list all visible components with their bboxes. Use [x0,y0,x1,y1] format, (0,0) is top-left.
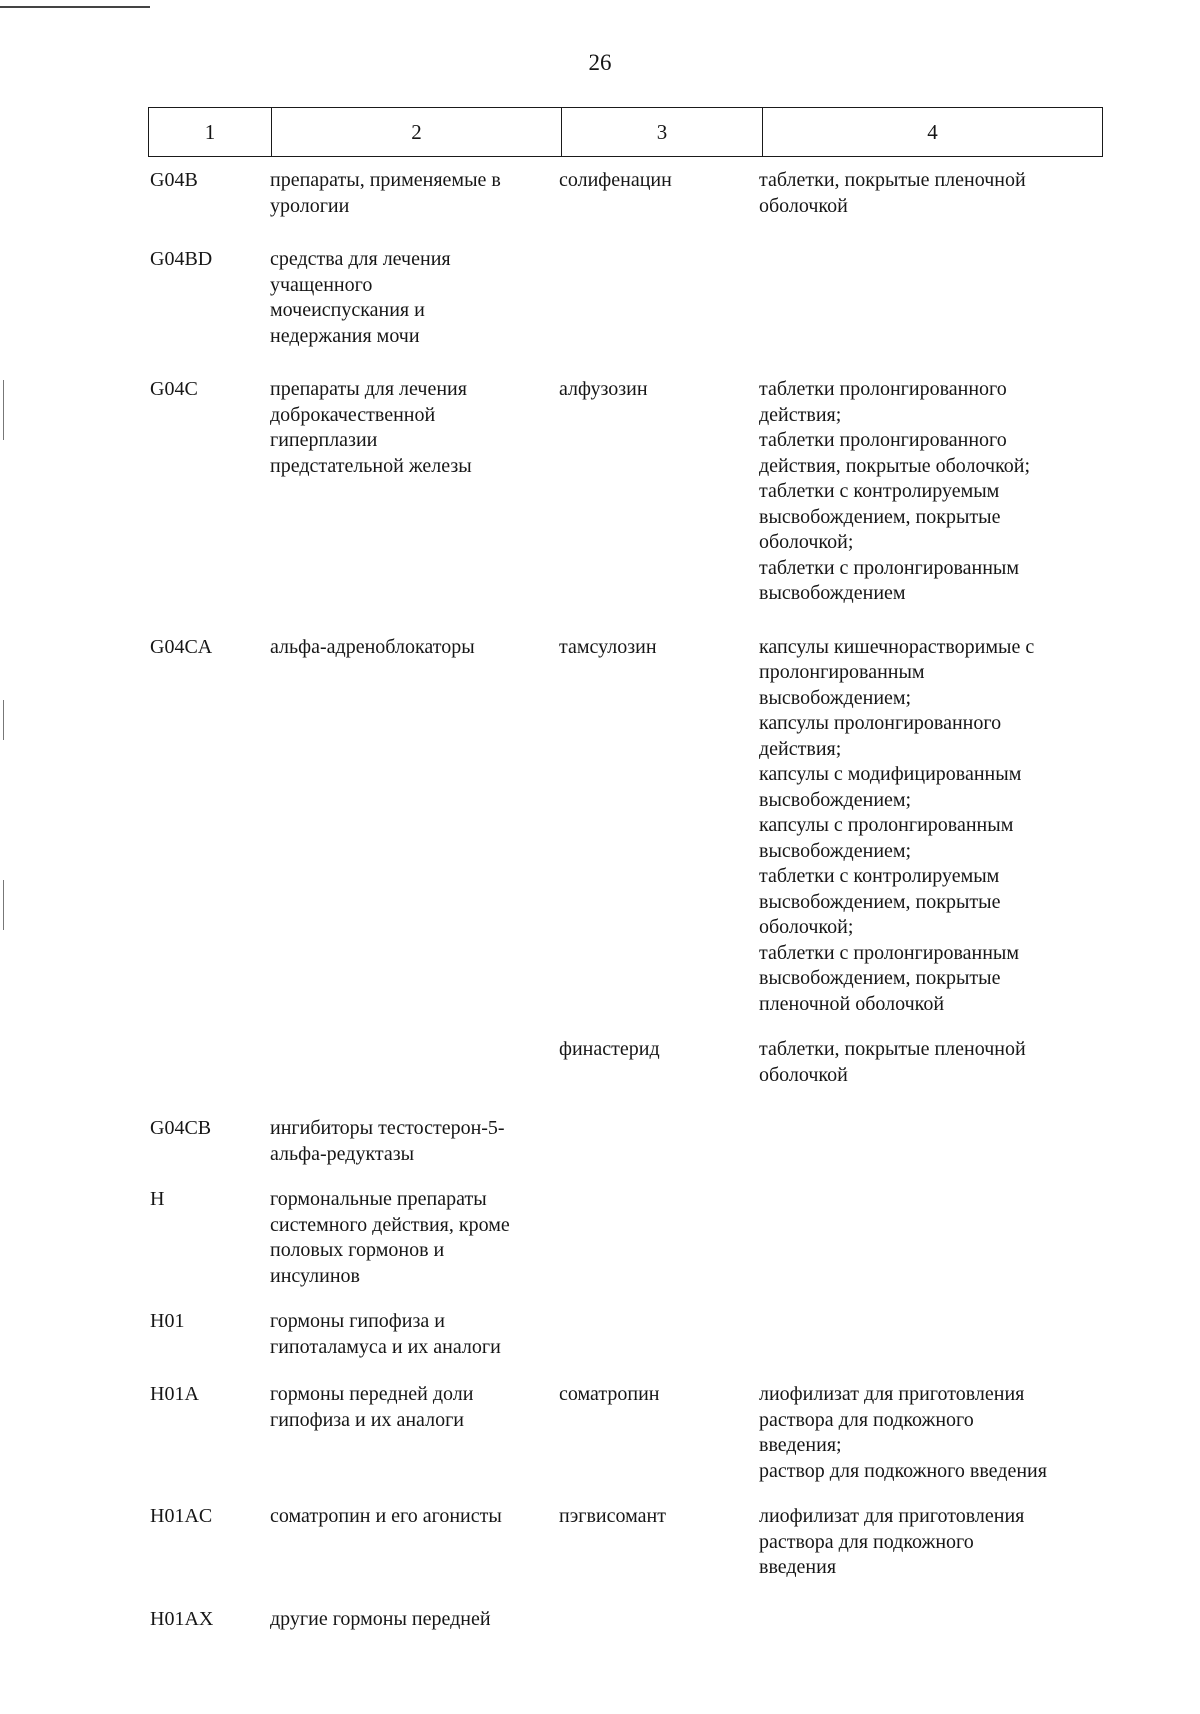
group-name-line: мочеиспускания и [270,299,425,321]
drug-name [559,1187,759,1289]
dosage-forms-line: таблетки, покрытые пленочной [759,1038,1026,1060]
dosage-forms-line: лиофилизат для приготовления [759,1505,1025,1527]
atc-code: G04BD [150,248,213,270]
drug-name: финастерид [559,1038,660,1060]
group-name-line: другие гормоны передней [270,1607,491,1630]
drug-name [559,1116,759,1167]
dosage-forms-line: высвобождением, покрытые [759,505,1001,528]
table-body [148,168,1098,1632]
group-name-line: препараты для лечения [270,378,467,400]
dosage-forms-line: капсулы кишечнорастворимые с [759,635,1035,658]
drug-name: солифенацин [559,169,672,191]
group-name-line: урологии [270,194,350,217]
group-name [270,168,559,219]
group-name [270,1382,559,1484]
dosage-forms-line: раствора для подкожного [759,1408,974,1431]
dosage-forms-line: оболочкой [759,1063,848,1086]
group-name [270,247,559,349]
dosage-forms-line: таблетки с контролируемым [759,865,1000,887]
dosage-forms [759,1382,1098,1484]
dosage-forms-line: высвобождением, покрытые [759,967,1001,989]
column-header-3: 3 [562,108,763,157]
atc-code: H [150,1188,165,1210]
dosage-forms [759,1309,1098,1360]
column-header-table [148,107,1103,157]
table-row [148,1504,1098,1581]
scan-edge-mark [3,700,4,740]
atc-code: G04C [150,378,198,400]
drug-name: алфузозин [559,378,648,400]
dosage-forms-line: капсулы с модифицированным [759,763,1022,785]
atc-code: G04CA [150,635,213,658]
dosage-forms [759,1116,1098,1167]
table-row [148,377,1098,607]
group-name [270,1607,559,1633]
drug-name [559,1309,759,1360]
dosage-forms-line: капсулы пролонгированного [759,712,1002,734]
group-name-line: альфа-редуктазы [270,1142,415,1165]
atc-code: H01AC [150,1505,213,1527]
group-name-line: соматропин и его агонисты [270,1505,502,1527]
dosage-forms-line: пролонгированным [759,661,925,683]
drug-name [559,247,759,349]
group-name-line: учащенного [270,273,373,296]
dosage-forms-line: действия; [759,737,842,760]
group-name-line: доброкачественной [270,403,436,426]
dosage-forms-line: лиофилизат для приготовления [759,1383,1025,1405]
dosage-forms-line: введения; [759,1434,842,1456]
dosage-forms [759,1607,1098,1633]
dosage-forms-line: таблетки с пролонгированным [759,941,1020,964]
scan-edge-mark [3,880,4,930]
group-name [270,1037,559,1088]
table-row [148,1382,1098,1484]
table-row [148,1309,1098,1360]
atc-code: G04CB [150,1117,212,1139]
group-name-line: средства для лечения [270,248,451,270]
group-name [270,1116,559,1167]
table-row [148,1116,1098,1167]
dosage-forms [759,635,1098,1018]
drug-name: тамсулозин [559,635,657,658]
dosage-forms-line: действия, покрытые оболочкой; [759,454,1031,477]
dosage-forms-line: введения [759,1556,837,1578]
group-name-line: гормоны гипофиза и [270,1310,445,1332]
dosage-forms-line: пленочной оболочкой [759,992,945,1015]
dosage-forms-line: высвобождением; [759,839,912,862]
dosage-forms-line: раствора для подкожного [759,1530,974,1553]
dosage-forms-line: оболочкой; [759,531,854,553]
drug-name: соматропин [559,1383,660,1405]
dosage-forms [759,1187,1098,1289]
dosage-forms [759,247,1098,349]
drug-name: пэгвисомант [559,1505,666,1527]
column-header-4: 4 [763,108,1103,157]
drug-name [559,1607,759,1633]
group-name-line: ингибиторы тестостерон-5- [270,1117,505,1139]
group-name [270,635,559,1018]
atc-code: H01A [150,1383,199,1405]
group-name-line: гормоны передней доли [270,1383,474,1405]
group-name-line: инсулинов [270,1264,360,1287]
dosage-forms-line: оболочкой [759,194,848,217]
dosage-forms [759,168,1098,219]
group-name [270,1309,559,1360]
group-name-line: гиперплазии [270,429,378,451]
table-row [148,168,1098,219]
group-name [270,1504,559,1581]
dosage-forms-line: высвобождением [759,582,906,604]
column-header-1: 1 [149,108,272,157]
group-name-line: предстательной железы [270,454,472,477]
dosage-forms-line: таблетки пролонгированного [759,429,1007,451]
group-name-line: гормональные препараты [270,1188,487,1210]
group-name-line: половых гормонов и [270,1239,445,1261]
group-name-line: системного действия, кроме [270,1213,510,1236]
dosage-forms [759,1037,1098,1088]
scan-edge-line [0,6,150,8]
group-name-line: альфа-адреноблокаторы [270,635,475,658]
group-name-line: недержания мочи [270,324,420,347]
dosage-forms-line: капсулы с пролонгированным [759,814,1014,836]
atc-code [148,1037,270,1088]
dosage-forms-line: высвобождением; [759,788,912,811]
dosage-forms-line: таблетки, покрытые пленочной [759,169,1026,191]
dosage-forms [759,377,1098,607]
atc-code: G04B [150,169,198,191]
dosage-forms-line: оболочкой; [759,916,854,938]
dosage-forms-line: действия; [759,403,842,426]
dosage-forms-line: высвобождением, покрытые [759,890,1001,913]
table-row [148,247,1098,349]
table-row [148,1187,1098,1289]
group-name-line: гипофиза и их аналоги [270,1408,464,1431]
dosage-forms-line: раствор для подкожного введения [759,1459,1047,1482]
group-name [270,377,559,607]
table-row [148,1037,1098,1088]
group-name [270,1187,559,1289]
group-name-line: препараты, применяемые в [270,169,501,191]
dosage-forms-line: высвобождением; [759,686,912,709]
dosage-forms [759,1504,1098,1581]
table-row [148,1607,1098,1633]
dosage-forms-line: таблетки с пролонгированным [759,556,1020,579]
scan-edge-mark [3,380,4,440]
column-header-2: 2 [272,108,562,157]
atc-code: H01 [150,1310,185,1332]
dosage-forms-line: таблетки с контролируемым [759,480,1000,502]
atc-code: H01AX [150,1607,214,1630]
table-row [148,635,1098,1018]
page-number: 26 [588,50,612,75]
dosage-forms-line: таблетки пролонгированного [759,378,1007,400]
group-name-line: гипоталамуса и их аналоги [270,1335,501,1358]
